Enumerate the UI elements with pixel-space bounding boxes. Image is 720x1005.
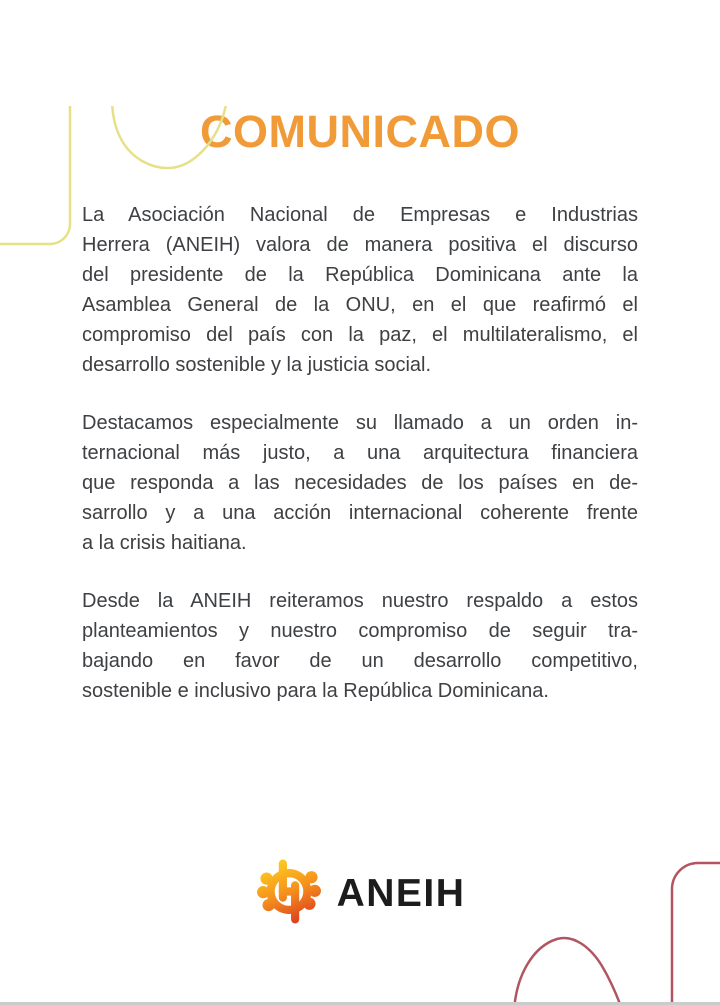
paragraph-line: sostenible e inclusivo para la República Dominicana. bbox=[82, 680, 549, 702]
aneih-logo bbox=[0, 854, 720, 929]
paragraph-line: compromiso del país con la paz, el multilateralismo, el bbox=[82, 324, 638, 346]
paragraph-line: Asamblea General de la ONU, en el que reafirmó el bbox=[82, 294, 638, 316]
paragraph-line: La Asociación Nacional de Empresas e Industrias bbox=[82, 204, 638, 226]
paragraph-line: sarrollo y a una acción internacional coherente frente bbox=[82, 502, 638, 524]
paragraph-line: Destacamos especialmente su llamado a un orden in- bbox=[82, 412, 638, 434]
paragraph-line: ternacional más justo, a una arquitectura financiera bbox=[82, 442, 638, 464]
statement-body bbox=[82, 200, 638, 706]
paragraph-line: desarrollo sostenible y la justicia social. bbox=[82, 354, 432, 376]
paragraph-line: Desde la ANEIH reiteramos nuestro respaldo a estos bbox=[82, 590, 638, 612]
paragraph bbox=[82, 200, 638, 380]
paragraph-line: a la crisis haitiana. bbox=[82, 532, 247, 554]
page-title: COMUNICADO bbox=[200, 106, 520, 157]
paragraph-line: planteamientos y nuestro compromiso de seguir tra- bbox=[82, 620, 638, 642]
aneih-gear-h-icon bbox=[255, 854, 323, 929]
paragraph-line: del presidente de la República Dominicana ante la bbox=[82, 264, 638, 286]
communique-page bbox=[0, 106, 720, 1005]
paragraph bbox=[82, 586, 638, 706]
paragraph bbox=[82, 408, 638, 558]
aneih-logo-text: ANEIH bbox=[336, 871, 466, 915]
paragraph-line: bajando en favor de un desarrollo competitivo, bbox=[82, 650, 638, 672]
paragraph-line: que responda a las necesidades de los países en de- bbox=[82, 472, 638, 494]
blob-outline-bottom-right bbox=[514, 938, 623, 1005]
paragraph-line: Herrera (ANEIH) valora de manera positiva el discurso bbox=[82, 234, 638, 256]
